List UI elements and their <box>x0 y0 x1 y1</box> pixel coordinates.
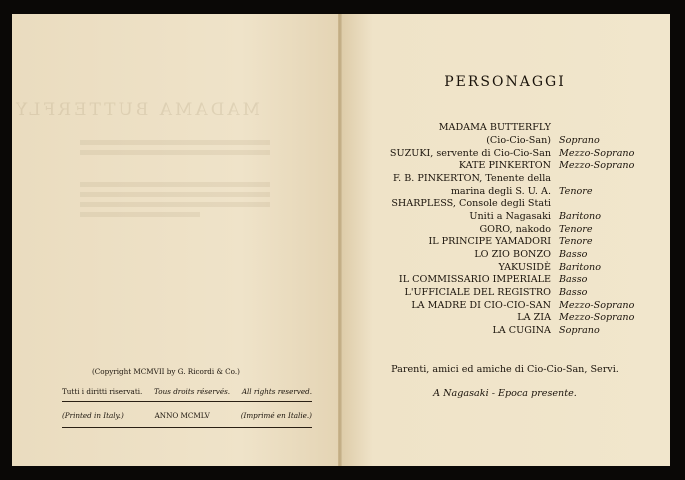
year: ANNO MCMLV <box>154 411 210 420</box>
role-name: IL PRINCIPE YAMADORI <box>428 236 551 247</box>
copyright-notice: (Copyright MCMVII by G. Ricordi & Co.) <box>92 367 240 376</box>
voice-type: Tenore <box>559 236 593 247</box>
setting-line: A Nagasaki - Epoca presente. <box>433 388 577 399</box>
role-name: Uniti a Nagasaki <box>469 211 551 222</box>
role-name: KATE PINKERTON <box>458 160 551 171</box>
voice-type: Basso <box>559 249 588 260</box>
voice-type: Tenore <box>559 186 593 197</box>
role-name: LA MADRE DI CIO-CIO-SAN <box>411 300 551 311</box>
voice-type: Basso <box>559 287 588 298</box>
voice-type: Tenore <box>559 224 593 235</box>
voice-type: Mezzo-Soprano <box>559 160 635 171</box>
show-through-line <box>80 182 270 187</box>
left-page <box>12 14 340 466</box>
role-name: LA ZIA <box>517 312 551 323</box>
role-name: F. B. PINKERTON, Tenente della <box>392 173 551 184</box>
role-name: marina degli S. U. A. <box>450 186 551 197</box>
role-name: GORO, nakodo <box>479 224 551 235</box>
voice-type: Soprano <box>559 325 600 336</box>
rights-italian: Tutti i diritti riservati. <box>62 387 143 396</box>
role-name: LA CUGINA <box>492 325 551 336</box>
role-name: SUZUKI, servente di Cio-Cio-San <box>389 148 551 159</box>
show-through-line <box>80 192 270 197</box>
voice-type: Mezzo-Soprano <box>559 300 635 311</box>
page-title: PERSONAGGI <box>444 74 566 90</box>
imprime-en-italie: (Imprimé en Italie.) <box>240 411 312 420</box>
role-name: L'UFFICIALE DEL REGISTRO <box>404 287 551 298</box>
voice-type: Baritono <box>559 211 602 222</box>
rights-english: All rights reserved. <box>241 387 312 396</box>
role-name: IL COMMISSARIO IMPERIALE <box>398 274 551 285</box>
role-name: SHARPLESS, Console degli Stati <box>391 198 551 209</box>
voice-type: Baritono <box>559 262 602 273</box>
divider-rule <box>62 427 312 428</box>
voice-type: Basso <box>559 274 588 285</box>
divider-rule <box>62 401 312 402</box>
print-notice <box>62 411 312 420</box>
role-name: LO ZIO BONZO <box>474 249 551 260</box>
printed-in-italy: (Printed in Italy.) <box>62 411 124 420</box>
role-name: MADAMA BUTTERFLY <box>438 122 551 133</box>
rights-notice <box>62 387 312 396</box>
extras-line: Parenti, amici ed amiche di Cio-Cio-San, Servi. <box>391 364 619 375</box>
show-through-line <box>80 202 270 207</box>
role-name: YAKUSIDÈ <box>498 262 551 273</box>
show-through-line <box>80 150 270 155</box>
role-name: (Cio-Cio-San) <box>486 135 551 146</box>
voice-type: Mezzo-Soprano <box>559 148 635 159</box>
rights-french: Tous droits réservés. <box>154 387 231 396</box>
show-through-line <box>80 212 200 217</box>
voice-type: Mezzo-Soprano <box>559 312 635 323</box>
show-through-title: MADAMA BUTTERFLY <box>13 100 260 120</box>
show-through-line <box>80 140 270 145</box>
voice-type: Soprano <box>559 135 600 146</box>
